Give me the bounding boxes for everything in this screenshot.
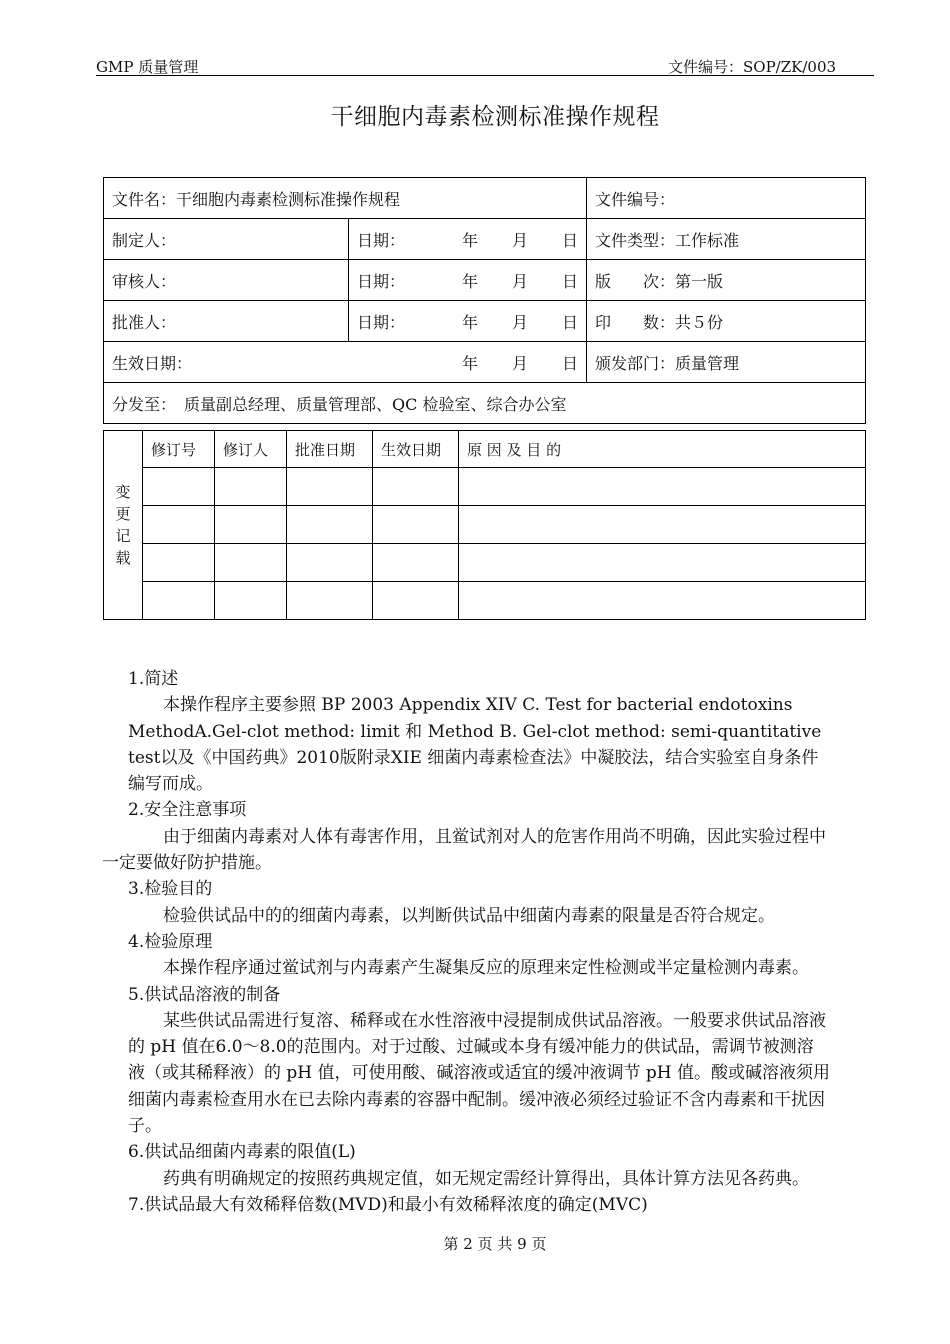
section-heading: 7.供试品最大有效稀释倍数(MVD)和最小有效稀释浓度的确定(MVC) <box>128 1194 648 1215</box>
section-heading: 4.检验原理 <box>128 931 213 952</box>
paragraph-line: 药典有明确规定的按照药典规定值，如无规定需经计算得出，具体计算方法见各药典。 <box>163 1168 809 1189</box>
table-row <box>104 544 866 582</box>
table-row <box>104 219 866 260</box>
section-heading: 6.供试品细菌内毒素的限值(L) <box>128 1142 356 1163</box>
table-row <box>104 301 866 342</box>
section-heading: 2.安全注意事项 <box>128 800 247 821</box>
page-number: 第 2 页 共 9 页 <box>443 1235 547 1253</box>
paragraph-line: 的 pH 值在6.0～8.0的范围内。对于过酸、过碱或本身有缓冲能力的供试品，需调节被测溶 <box>128 1037 814 1058</box>
file-number-cell: 文件编号： <box>587 178 866 219</box>
drafter-date-cell: 日期： 年 月 日 <box>349 219 587 260</box>
paragraph-line: 本操作程序通过鲎试剂与内毒素产生凝集反应的原理来定性检测或半定量检测内毒素。 <box>163 958 809 979</box>
revision-number-header: 修订号 <box>143 431 215 468</box>
paragraph-line: MethodA.Gel-clot method: limit 和 Method B. Gel-clot method: semi-quantitative <box>128 721 822 742</box>
file-type-cell: 文件类型：工作标准 <box>587 219 866 260</box>
table-row <box>104 342 866 383</box>
distribution-cell: 分发至： 质量副总经理、质量管理部、QC 检验室、综合办公室 <box>104 383 866 424</box>
paragraph-line: 一定要做好防护措施。 <box>102 853 272 874</box>
table-row <box>104 383 866 424</box>
section-heading: 1.简述 <box>128 669 179 689</box>
table-row <box>104 178 866 219</box>
version-cell: 版 次：第一版 <box>587 260 866 301</box>
paragraph-line: 由于细菌内毒素对人体有毒害作用，且鲎试剂对人的危害作用尚不明确，因此实验过程中 <box>163 826 826 847</box>
paragraph-line: 检验供试品中的的细菌内毒素，以判断供试品中细菌内毒素的限量是否符合规定。 <box>163 905 775 926</box>
paragraph-line: 本操作程序主要参照 BP 2003 Appendix XIV C. Test for bacterial endotoxins <box>163 695 793 716</box>
paragraph-line: 细菌内毒素检查用水在已去除内毒素的容器中配制。缓冲液必须经过验证不含内毒素和干扰因 <box>128 1089 825 1110</box>
paragraph-line: test以及《中国药典》2010版附录ⅩⅠE 细菌内毒素检查法》中凝胶法，结合实验室自身条件 <box>128 747 819 768</box>
document-body <box>102 666 908 1218</box>
reviewer-cell: 审核人： <box>104 260 349 301</box>
reviser-header: 修订人 <box>215 431 287 468</box>
paragraph-line: 子。 <box>128 1116 162 1137</box>
issuing-dept-cell: 颁发部门：质量管理 <box>587 342 866 383</box>
reason-header: 原 因 及 目 的 <box>459 431 866 468</box>
reviewer-date-cell: 日期： 年 月 日 <box>349 260 587 301</box>
file-name-cell: 文件名：干细胞内毒素检测标准操作规程 <box>104 178 587 219</box>
drafter-cell: 制定人： <box>104 219 349 260</box>
change-record-table <box>103 430 866 620</box>
header-rule <box>96 75 874 76</box>
effective-date-header: 生效日期 <box>373 431 459 468</box>
table-row <box>104 582 866 620</box>
section-heading: 3.检验目的 <box>128 879 213 900</box>
document-info-table <box>103 177 866 424</box>
table-row <box>104 260 866 301</box>
section-heading: 5.供试品溶液的制备 <box>128 984 281 1005</box>
paragraph-line: 编写而成。 <box>128 774 213 795</box>
approver-cell: 批准人： <box>104 301 349 342</box>
approver-date-cell: 日期： 年 月 日 <box>349 301 587 342</box>
paragraph-line: 某些供试品需进行复溶、稀释或在水性溶液中浸提制成供试品溶液。一般要求供试品溶液 <box>163 1010 826 1031</box>
table-row <box>104 431 866 468</box>
header-left: GMP 质量管理 <box>96 58 199 76</box>
header-doc-number: 文件编号：SOP/ZK/003 <box>668 58 837 76</box>
effective-date-cell: 生效日期： 年 月 日 <box>104 342 587 383</box>
change-record-label: 变 更 记 载 <box>104 431 143 620</box>
copies-cell: 印 数：共５份 <box>587 301 866 342</box>
table-row <box>104 506 866 544</box>
page-title: 干细胞内毒素检测标准操作规程 <box>330 104 660 130</box>
table-row <box>104 468 866 506</box>
paragraph-line: 液（或其稀释液）的 pH 值，可使用酸、碱溶液或适宜的缓冲液调节 pH 值。酸或碱溶液须用 <box>128 1063 831 1084</box>
approval-date-header: 批准日期 <box>287 431 373 468</box>
